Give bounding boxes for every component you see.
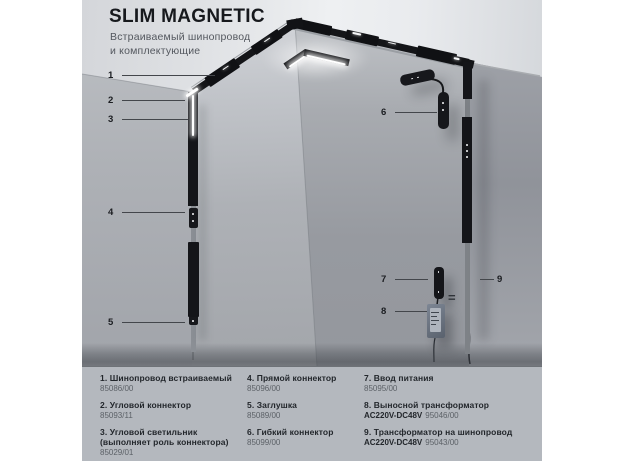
callout-1: [108, 69, 215, 81]
transformer-label: [430, 308, 441, 332]
legend-item-title: 2. Угловой коннектор: [100, 400, 192, 410]
callout-number: 1: [108, 69, 114, 81]
legend-item-title: 5. Заглушка: [247, 400, 298, 410]
callout-number: 2: [108, 94, 114, 106]
callout-7: [381, 273, 428, 285]
leader-line: [395, 112, 437, 113]
legend-item: [100, 427, 238, 458]
callout-5: [108, 316, 185, 328]
product-code: [247, 411, 359, 421]
legend-item: [247, 400, 359, 421]
legend-item-title: 4. Прямой коннектор: [247, 373, 337, 383]
product-code: [100, 411, 238, 421]
track-glint: [388, 41, 396, 44]
legend-item: [364, 400, 536, 421]
leader-line: [122, 75, 215, 76]
track-dot: [466, 144, 468, 146]
legend-item-title: 1. Шинопровод встраиваемый: [100, 373, 232, 383]
cap-dot: [192, 320, 194, 322]
legend-item-title: 3. Угловой светильник: [100, 427, 198, 437]
product-code: [247, 384, 359, 394]
connector-dot: [442, 109, 444, 111]
room-photo: [82, 0, 542, 367]
equals-sign: =: [448, 290, 456, 305]
leader-line: [122, 100, 185, 101]
straight-connector: [189, 208, 198, 228]
legend-item: [100, 400, 238, 421]
callout-2: [108, 94, 185, 106]
left-wall-track-lower: [188, 242, 199, 317]
legend-item: [364, 373, 536, 394]
callout-number: 6: [381, 106, 387, 118]
right-wall-track-main: [462, 117, 472, 243]
left-track-shadow: [199, 105, 206, 340]
connector-dot: [417, 76, 419, 78]
code-number: 85095/00: [364, 384, 398, 393]
connector-dot: [192, 213, 194, 215]
voltage-spec: AC220V-DC48V: [364, 438, 423, 447]
callout-number: 5: [108, 316, 114, 328]
callout-3: [108, 113, 188, 125]
leader-line: [395, 311, 427, 312]
product-code: [364, 384, 536, 394]
label-line: [431, 320, 439, 321]
code-number: 95043/00: [425, 438, 459, 447]
leader-line: [122, 212, 185, 213]
legend-item: [100, 373, 238, 394]
leader-line: [480, 279, 494, 280]
code-number: 85089/00: [247, 411, 281, 420]
code-number: 85096/00: [247, 384, 281, 393]
product-code: [364, 438, 536, 448]
callout-8: [381, 305, 427, 317]
label-line: [431, 312, 439, 313]
connector-dot: [438, 291, 440, 293]
callout-number: 3: [108, 113, 114, 125]
legend-item-subtitle: (выполняет роль коннектора): [100, 437, 229, 447]
callout-6: [381, 106, 437, 118]
product-diagram-panel: [82, 0, 542, 460]
product-code: [364, 411, 536, 421]
callout-number: 4: [108, 206, 114, 218]
track-glint: [454, 57, 460, 60]
leader-line: [122, 322, 185, 323]
track-dot: [466, 156, 468, 158]
right-track-shadow: [479, 80, 488, 340]
connector-dot: [442, 102, 444, 104]
legend-item-title: 9. Трансформатор на шинопровод: [364, 427, 513, 437]
page-subtitle: [110, 31, 250, 58]
legend-item: [247, 427, 359, 448]
floor-shadow-band: [82, 343, 542, 367]
voltage-spec: AC220V-DC48V: [364, 411, 423, 420]
label-line: [431, 324, 436, 325]
legend-panel: [82, 366, 542, 461]
right-wall-track-upper: [463, 62, 472, 99]
code-number: 85093/11: [100, 411, 133, 420]
leader-line: [395, 279, 428, 280]
leader-line: [122, 119, 188, 120]
legend-item-title: 6. Гибкий коннектор: [247, 427, 334, 437]
code-number: 85029/01: [100, 448, 134, 457]
connector-dot: [192, 220, 194, 222]
power-input: [434, 267, 444, 299]
callout-number: 8: [381, 305, 387, 317]
code-number: 95046/00: [425, 411, 459, 420]
external-transformer: [427, 304, 445, 338]
legend-item-title: 8. Выносной трансформатор: [364, 400, 490, 410]
flexible-connector-lower: [438, 92, 449, 129]
connector-dot: [438, 271, 440, 273]
callout-number: 7: [381, 273, 387, 285]
subtitle-line-2: и комплектующие: [110, 44, 201, 57]
legend-item: [364, 427, 536, 448]
product-code: [247, 438, 359, 448]
product-code: [100, 448, 238, 458]
end-cap: [189, 317, 198, 325]
callout-9: [480, 273, 502, 285]
code-number: 85099/00: [247, 438, 281, 447]
connector-dot: [411, 77, 413, 79]
subtitle-line-1: Встраиваемый шинопровод: [110, 31, 251, 43]
track-dot: [466, 150, 468, 152]
legend-item-title: 7. Ввод питания: [364, 373, 434, 383]
page-title: SLIM MAGNETIC: [109, 6, 265, 27]
code-number: 85086/00: [100, 384, 134, 393]
callout-number: 9: [497, 273, 503, 285]
product-code: [100, 384, 238, 394]
corner-luminaire-strip: [192, 95, 195, 136]
label-line: [431, 316, 437, 317]
callout-4: [108, 206, 185, 218]
legend-item: [247, 373, 359, 394]
